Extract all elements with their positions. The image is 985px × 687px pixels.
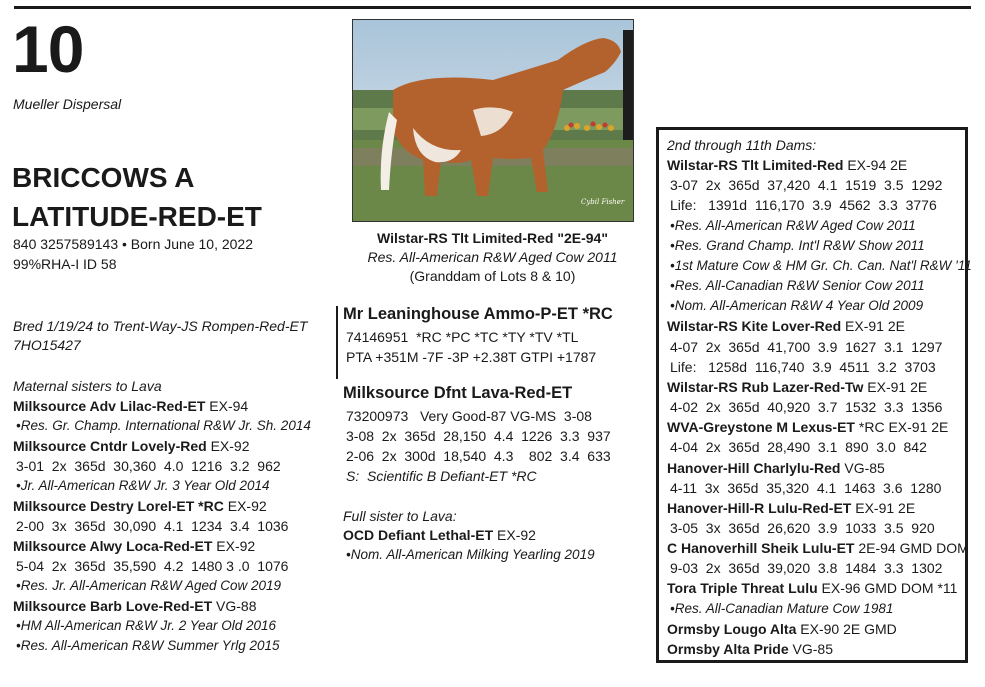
sister-score: EX-94 — [205, 398, 249, 414]
sister-award: •Jr. All-American R&W Jr. 3 Year Old 2014 — [16, 478, 270, 493]
dam-entry-score: *RC EX-91 2E — [855, 419, 949, 436]
full-sister-name: OCD Defiant Lethal-ET — [343, 527, 494, 543]
dam-entry-score: EX-91 2E — [863, 378, 928, 395]
sire-divider — [336, 306, 338, 379]
sister-award: •Res. All-American R&W Summer Yrlg 2015 — [16, 638, 280, 653]
dam-entry-score: EX-91 2E — [851, 499, 916, 516]
dam-entry-name: Hanover-Hill Charlylu-Red — [667, 459, 841, 476]
full-sister-heading: Full sister to Lava: — [343, 508, 457, 524]
dam-record: 9-03 2x 365d 39,020 3.8 1484 3.3 1302 — [670, 560, 943, 577]
dam-record: Life: 1391d 116,170 3.9 4562 3.3 3776 — [670, 197, 937, 214]
sister-name: Milksource Adv Lilac-Red-ET — [13, 398, 206, 414]
dam-records — [346, 406, 611, 466]
maternal-sisters-heading: Maternal sisters to Lava — [13, 378, 162, 394]
dam-name: Milksource Dfnt Lava-Red-ET — [343, 384, 573, 402]
animal-name-line2: LATITUDE-RED-ET — [12, 201, 262, 232]
dam-entry — [667, 619, 963, 639]
dam-entry-name: C Hanoverhill Sheik Lulu-ET — [667, 540, 855, 557]
dam-record: 73200973 Very Good-87 VG-MS 3-08 — [346, 408, 592, 424]
sister-entry — [13, 396, 333, 416]
dam-entry — [667, 538, 969, 558]
full-sister-line — [343, 527, 536, 543]
sister-score: EX-92 — [206, 438, 250, 454]
dam-record: 3-05 3x 365d 26,620 3.9 1033 3.5 920 — [670, 519, 935, 536]
dam-entry-score: VG-85 — [840, 459, 885, 476]
sister-name: Milksource Barb Love-Red-ET — [13, 598, 213, 614]
dam-entry-name: Wilstar-RS Tlt Limited-Red — [667, 157, 844, 174]
dam-record: 2-06 2x 300d 18,540 4.3 802 3.4 633 — [346, 448, 611, 464]
bred-service-code: 7HO15427 — [13, 337, 81, 353]
sister-entry — [13, 536, 333, 556]
maternal-sisters-list — [13, 396, 333, 656]
sister-name: Milksource Destry Lorel-ET *RC — [13, 498, 224, 514]
dam-entry-score: EX-91 2E — [841, 318, 905, 335]
sister-score: VG-88 — [212, 598, 257, 614]
sister-record: 2-00 3x 365d 30,090 4.1 1234 3.4 1036 — [16, 518, 289, 534]
dam-entry-name: Ormsby Alta Pride — [667, 640, 789, 657]
dam-entry — [667, 417, 963, 437]
dam-entry-name: Ormsby Lougo Alta — [667, 620, 797, 637]
sale-name: Mueller Dispersal — [13, 96, 122, 112]
sister-award: •Res. Jr. All-American R&W Aged Cow 2019 — [16, 578, 282, 593]
full-sister-award: •Nom. All-American Milking Yearling 2019 — [346, 547, 595, 562]
dam-entry-name: Hanover-Hill-R Lulu-Red-ET — [667, 499, 852, 516]
sister-score: EX-92 — [212, 538, 256, 554]
sister-name: Milksource Cntdr Lovely-Red — [13, 438, 207, 454]
top-rule — [14, 6, 971, 9]
dams-list — [667, 135, 972, 659]
full-sister-score: EX-92 — [493, 527, 536, 543]
dam-entry — [667, 639, 963, 659]
bred-line: Bred 1/19/24 to Trent-Way-JS Rompen-Red-ET — [13, 318, 308, 334]
dam-entry — [667, 578, 963, 598]
dam-entry — [667, 377, 963, 397]
dam-record: 3-07 2x 365d 37,420 4.1 1519 3.5 1292 — [670, 177, 943, 194]
photo-caption-note: (Granddam of Lots 8 & 10) — [409, 268, 576, 284]
dam-entry-score: EX-96 GMD DOM *11 — [817, 580, 958, 597]
photographer-signature: Cybil Fisher — [581, 198, 625, 206]
dam-entry-score: EX-90 2E GMD — [796, 620, 897, 637]
photo-caption-award: Res. All-American R&W Aged Cow 2011 — [367, 249, 618, 265]
dam-entry-score: EX-94 2E — [843, 157, 908, 174]
dam-award: •Nom. All-American R&W 4 Year Old 2009 — [670, 298, 924, 314]
registration-line: 840 3257589143 • Born June 10, 2022 — [13, 236, 253, 252]
dam-entry-score: VG-85 — [788, 640, 833, 657]
lot-number: 10 — [12, 12, 84, 86]
dam-entry — [667, 458, 963, 478]
sister-award: •Res. Gr. Champ. International R&W Jr. Sh. 2014 — [16, 418, 311, 433]
sister-entry — [13, 596, 333, 616]
sister-score: EX-92 — [223, 498, 267, 514]
dam-record: 3-08 2x 365d 28,150 4.4 1226 3.3 937 — [346, 428, 611, 444]
sister-record: 5-04 2x 365d 35,590 4.2 1480 3 .0 1076 — [16, 558, 289, 574]
dam-award: •Res. All-American R&W Aged Cow 2011 — [670, 217, 916, 233]
sister-entry — [13, 496, 333, 516]
dam-entry-name: Tora Triple Threat Lulu — [667, 580, 818, 597]
dam-record: Life: 1258d 116,740 3.9 4511 3.2 3703 — [670, 358, 936, 375]
sire-pta: PTA +351M -7F -3P +2.38T GTPI +1787 — [346, 349, 597, 365]
sister-entry — [13, 436, 333, 456]
sister-award: •HM All-American R&W Jr. 2 Year Old 2016 — [16, 618, 277, 633]
dam-record: 4-11 3x 365d 35,320 4.1 1463 3.6 1280 — [670, 479, 942, 496]
dam-award: •Res. All-Canadian R&W Senior Cow 2011 — [670, 278, 925, 294]
maternal-sisters-section — [13, 376, 333, 656]
dam-record: 4-02 2x 365d 40,920 3.7 1532 3.3 1356 — [670, 399, 943, 416]
dam-sire-line: S: Scientific B Defiant-ET *RC — [346, 468, 537, 484]
dam-entry — [667, 155, 963, 175]
dam-entry — [667, 316, 963, 336]
dam-entry-score: 2E-94 GMD DOM — [854, 540, 969, 557]
dam-record: 4-07 2x 365d 41,700 3.9 1627 3.1 1297 — [670, 338, 943, 355]
cow-photo-illustration — [353, 20, 633, 221]
dam-award: •1st Mature Cow & HM Gr. Ch. Can. Nat'l R&W '11 — [670, 257, 972, 273]
cow-photo — [352, 19, 634, 222]
dam-entry-name: Wilstar-RS Kite Lover-Red — [667, 318, 842, 335]
photo-caption-title: Wilstar-RS Tlt Limited-Red "2E-94" — [377, 230, 608, 246]
sister-record: 3-01 2x 365d 30,360 4.0 1216 3.2 962 — [16, 458, 281, 474]
dam-entry — [667, 498, 963, 518]
dam-record: 4-04 2x 365d 28,490 3.1 890 3.0 842 — [670, 439, 927, 456]
sister-name: Milksource Alwy Loca-Red-ET — [13, 538, 213, 554]
dam-entry-name: Wilstar-RS Rub Lazer-Red-Tw — [667, 378, 864, 395]
dam-entry-name: WVA-Greystone M Lexus-ET — [667, 419, 855, 436]
sire-codes: 74146951 *RC *PC *TC *TY *TV *TL — [346, 329, 579, 345]
dams-heading: 2nd through 11th Dams: — [667, 137, 817, 153]
dam-award: •Res. All-Canadian Mature Cow 1981 — [670, 600, 894, 616]
rha-line: 99%RHA-I ID 58 — [13, 256, 117, 272]
animal-name-line1: BRICCOWS A — [12, 162, 195, 193]
dam-award: •Res. Grand Champ. Int'l R&W Show 2011 — [670, 237, 925, 253]
sire-name: Mr Leaninghouse Ammo-P-ET *RC — [343, 305, 613, 323]
